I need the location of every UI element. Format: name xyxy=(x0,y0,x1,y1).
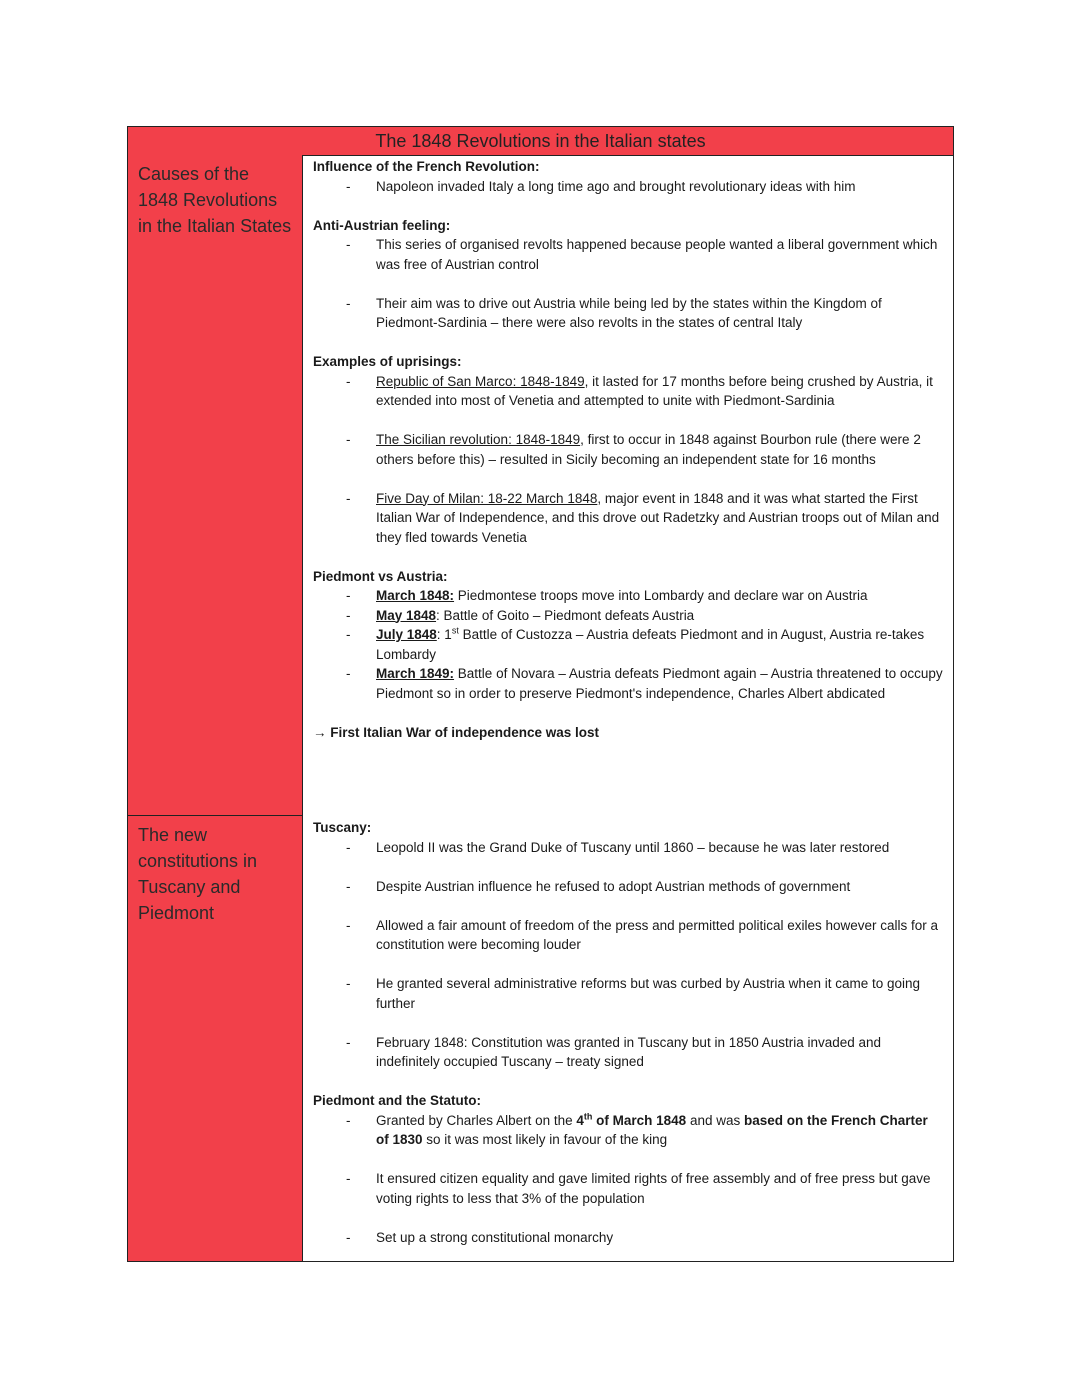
list-item xyxy=(313,372,943,411)
event-date: May 1848 xyxy=(376,607,437,623)
row-content-causes xyxy=(303,155,953,816)
table-title: The 1848 Revolutions in the Italian states xyxy=(128,127,953,156)
list-item: - Their aim was to drive out Austria while being led by the states within the Kingdom of Piedmont-Sardinia – there were also revolts in the states of central Italy xyxy=(313,294,943,333)
list-item: - Napoleon invaded Italy a long time ago and brought revolutionary ideas with him xyxy=(313,177,943,197)
text-run: so it was most likely in favour of the king xyxy=(422,1132,668,1147)
row-heading-constitutions: The new constitutions in Tuscany and Piedmont xyxy=(128,816,303,1261)
uprising-detail: , major event in 1848 and it was what started the First Italian War of Independence, and this drove out Radetzky and Austrian troops out of Milan and they fled towards Venetia xyxy=(376,490,940,545)
section-heading-tuscany: Tuscany: xyxy=(313,820,372,835)
list-item xyxy=(313,586,943,606)
uprising-name: Five Day of Milan: 18-22 March 1848 xyxy=(376,490,598,506)
list-tuscany xyxy=(313,838,943,1072)
list-item: - He granted several administrative reforms but was curbed by Austria when it came to going further xyxy=(313,974,943,1013)
text-run: Granted by Charles Albert on the xyxy=(376,1112,577,1128)
notes-table xyxy=(127,126,954,1262)
event-detail: Battle of Custozza – Austria defeats Piedmont and in August, Austria re-takes Lombardy xyxy=(376,627,925,662)
list-influence xyxy=(313,177,943,197)
row-heading-causes: Causes of the 1848 Revolutions in the Italian States xyxy=(128,155,303,816)
list-item: - Allowed a fair amount of freedom of the press and permitted political exiles however calls for a constitution were becoming louder xyxy=(313,916,943,955)
section-heading-anti-austrian: Anti-Austrian feeling: xyxy=(313,217,451,233)
section-heading-statuto: Piedmont and the Statuto: xyxy=(313,1093,481,1108)
uprising-detail: , it lasted for 17 months before being crushed by Austria, it extended into most of Venetia and attempted to unite with Piedmont-Sardinia xyxy=(376,373,933,408)
list-item: - Despite Austrian influence he refused to adopt Austrian methods of government xyxy=(313,877,943,897)
text-run-bold: of March 1848 xyxy=(592,1112,687,1128)
list-item: - February 1848: Constitution was granted in Tuscany but in 1850 Austria invaded and indefinitely occupied Tuscany – treaty signed xyxy=(313,1033,943,1072)
uprising-detail: , first to occur in 1848 against Bourbon rule (there were 2 others before this) – resulted in Sicily becoming an independent state for 16 months xyxy=(376,432,921,467)
text-run: and was xyxy=(686,1112,744,1128)
event-detail: Battle of Novara – Austria defeats Piedmont again – Austria threatened to occupy Piedmont so in order to preserve Piedmont's independence, Charles Albert abdicated xyxy=(376,666,943,701)
list-item: - It ensured citizen equality and gave limited rights of free assembly and of free press but gave voting rights to less that 3% of the population xyxy=(313,1169,943,1208)
section-heading-piedmont-vs-austria: Piedmont vs Austria: xyxy=(313,568,448,584)
conclusion-line: → First Italian War of independence was lost xyxy=(313,724,600,740)
row-content-constitutions xyxy=(303,816,953,1261)
event-detail: : Battle of Goito – Piedmont defeats Austria xyxy=(436,607,695,623)
list-item: - Leopold II was the Grand Duke of Tuscany until 1860 – because he was later restored xyxy=(313,838,943,858)
event-date: March 1848: xyxy=(376,588,455,603)
list-statuto xyxy=(313,1111,943,1248)
list-item: - Set up a strong constitutional monarchy xyxy=(313,1228,943,1248)
uprising-name: Republic of San Marco: 1848-1849 xyxy=(376,373,585,389)
event-date: March 1849: xyxy=(376,666,455,681)
list-item xyxy=(313,664,943,703)
ordinal-suffix: st xyxy=(451,625,459,636)
text-run-bold: 4 xyxy=(576,1112,584,1128)
list-item: - This series of organised revolts happened because people wanted a liberal government which was free of Austrian control xyxy=(313,235,943,274)
uprising-name: The Sicilian revolution: 1848-1849 xyxy=(376,432,581,447)
list-item xyxy=(313,625,943,664)
list-piedmont-vs-austria xyxy=(313,586,943,703)
section-heading-influence: Influence of the French Revolution: xyxy=(313,159,540,174)
list-item xyxy=(313,606,943,626)
list-examples xyxy=(313,372,943,548)
event-detail-prefix: : 1 xyxy=(436,627,452,642)
list-item xyxy=(313,489,943,548)
event-date: July 1848 xyxy=(376,627,437,642)
list-item xyxy=(313,1111,943,1150)
ordinal-suffix: th xyxy=(583,1111,593,1121)
section-heading-examples: Examples of uprisings: xyxy=(313,354,462,369)
text-run-bold: based on the French Charter of 1830 xyxy=(376,1112,928,1147)
event-detail: Piedmontese troops move into Lombardy and declare war on Austria xyxy=(454,588,868,603)
list-anti-austrian xyxy=(313,235,943,333)
list-item xyxy=(313,430,943,469)
